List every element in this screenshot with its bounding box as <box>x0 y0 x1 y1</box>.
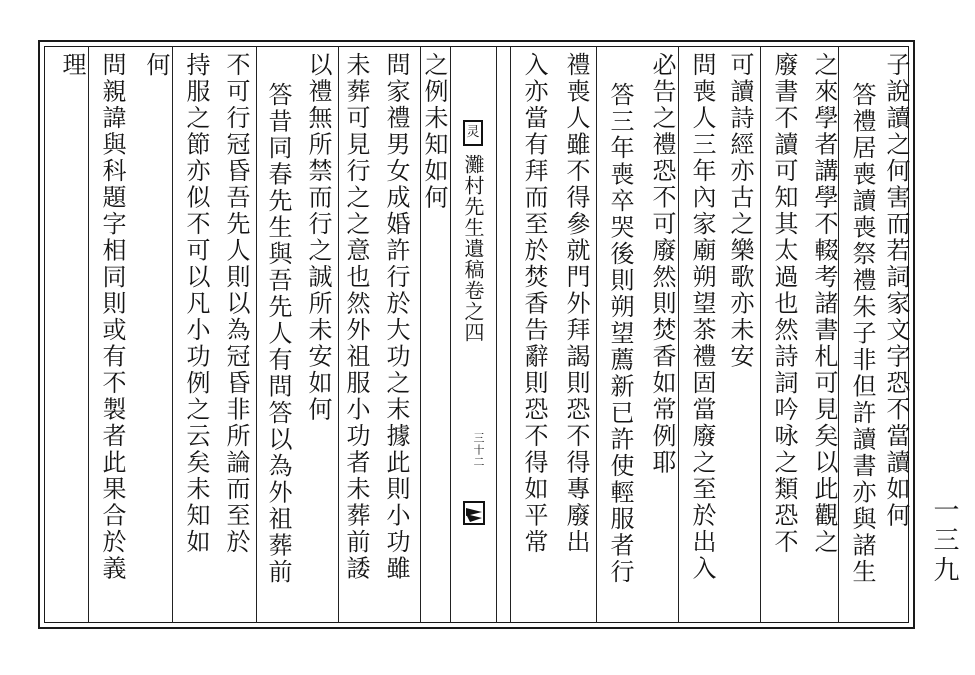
leaf-number: 三十二 <box>472 432 485 468</box>
text-column: 何 <box>142 52 170 79</box>
text-column: 問家禮男女成婚許行於大功之末據此則小功雖 <box>382 52 410 582</box>
text-column: 不可行冠昏吾先人則以為冠昏非所論而至於 <box>222 52 250 556</box>
page-number: 一三九 <box>929 496 959 586</box>
column-rule <box>760 46 761 623</box>
text-column: 廢書不讀可知其太過也然詩詞吟咏之類恐不 <box>770 52 798 556</box>
fish-tail-mark <box>462 500 486 526</box>
text-column: 入亦當有拜而至於焚香告辭則恐不得如平常 <box>520 52 548 556</box>
text-column: 答三年喪卒哭後則朔望薦新已許使輕服者行 <box>606 82 634 586</box>
center-rule-right <box>496 46 497 623</box>
fish-tail-badge: 灵 <box>463 120 483 146</box>
column-rule <box>256 46 257 623</box>
text-column: 持服之節亦似不可以凡小功例之云矣未知如 <box>182 52 210 556</box>
text-column: 答禮居喪讀喪祭禮朱子非但許讀書亦與諸生 <box>848 82 876 586</box>
text-column: 之來學者講學不輟考諸書札可見矣以此觀之 <box>810 52 838 556</box>
text-column: 子說讀之何害而若詞家文字恐不當讀如何 <box>882 52 910 529</box>
text-column: 之例未知如何 <box>420 52 448 211</box>
text-column: 未葬可見行之之意也然外祖服小功者未葬前諉 <box>342 52 370 582</box>
book-title: 灘村先生遺稿卷之四 <box>461 154 485 343</box>
column-rule <box>510 46 511 623</box>
text-column: 問喪人三年內家廟朔望茶禮固當廢之至於出入 <box>688 52 716 582</box>
text-column: 禮喪人雖不得參就門外拜謁則恐不得專廢出 <box>562 52 590 556</box>
column-rule <box>596 46 597 623</box>
text-column: 答昔同春先生與吾先人有問答以為外祖葬前 <box>264 82 292 586</box>
text-column: 問親諱與科題字相同則或有不製者此果合於義 <box>98 52 126 582</box>
text-column: 可讀詩經亦古之樂歌亦未安 <box>726 52 754 370</box>
text-column: 以禮無所禁而行之誠所未安如何 <box>304 52 332 423</box>
text-column: 理 <box>58 52 86 79</box>
text-column: 必告之禮恐不可廢然則焚香如常例耶 <box>648 52 676 476</box>
